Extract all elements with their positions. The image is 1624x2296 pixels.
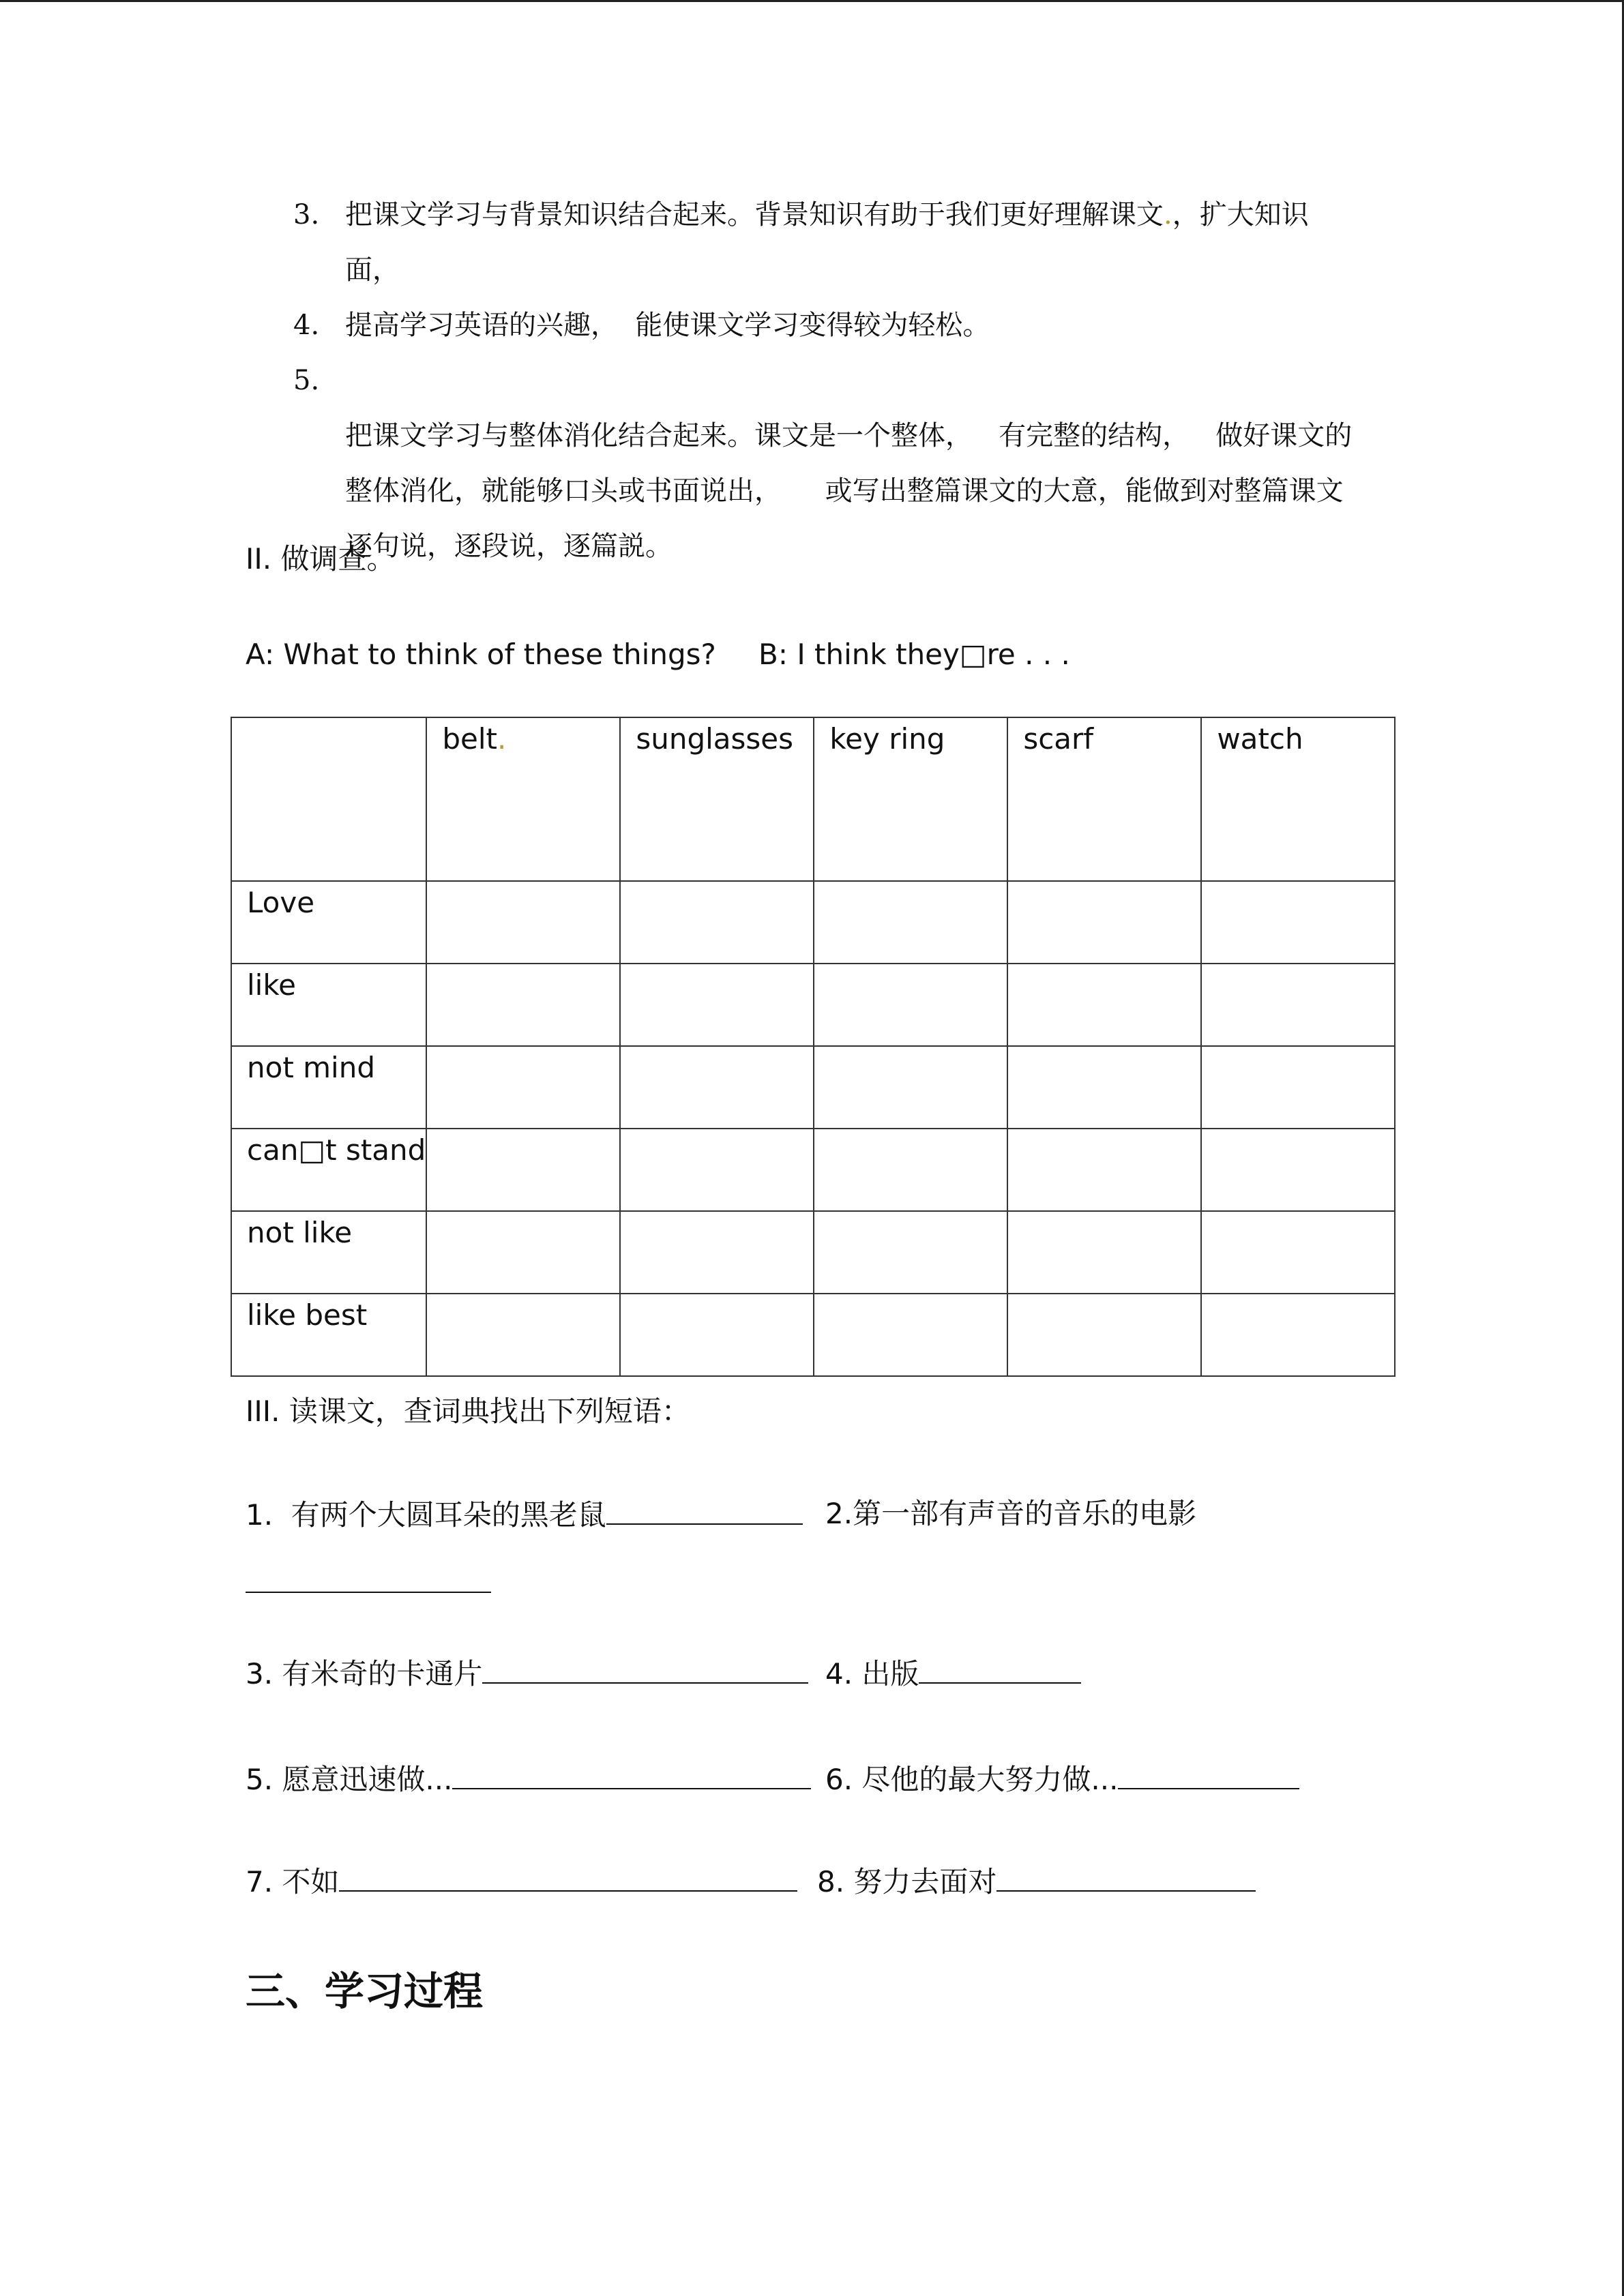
answer-blank[interactable] [996,1860,1256,1892]
answer-blank[interactable] [246,1592,491,1593]
phrase-2: 2.第一部有声音的音乐的电影 [825,1497,1197,1530]
answer-cell[interactable] [426,881,620,964]
phrase-label: 5. 愿意迅速做... [246,1763,453,1796]
list-text: ，扩大知识 [1172,199,1309,230]
row-label-not-like: not like [231,1211,426,1294]
row-label-love: Love [231,881,426,964]
answer-blank[interactable] [339,1860,797,1892]
survey-table [231,717,1396,1377]
column-header-belt: belt. [426,717,620,881]
answer-cell[interactable] [620,1211,814,1294]
answer-cell[interactable] [1201,1129,1395,1211]
row-label-like-best: like best [231,1294,426,1376]
list-text: 把课文学习与整体消化结合起来。课文是一个整体， 有完整的结构， 做好课文的 [345,420,1353,451]
answer-cell[interactable] [1201,964,1395,1046]
answer-cell[interactable] [1201,881,1395,964]
list-text: 面， [345,254,400,286]
list-text: 逐句说，逐段说，逐篇説。 [345,531,673,562]
highlight-mark: . [1164,199,1172,230]
answer-blank[interactable] [452,1758,811,1789]
answer-blank[interactable] [482,1652,808,1684]
phrase-label: 6. 尽他的最大努力做... [825,1763,1119,1796]
answer-cell[interactable] [426,1211,620,1294]
page-top-border [0,0,1624,2]
list-text: 把课文学习与背景知识结合起来。背景知识有助于我们更好理解课文 [345,199,1164,230]
answer-cell[interactable] [426,1129,620,1211]
answer-cell[interactable] [620,881,814,964]
answer-cell[interactable] [814,1211,1007,1294]
phrase-4 [825,1652,1081,1695]
phrase-7 [246,1860,797,1903]
highlight-mark: . [497,722,507,756]
phrase-label: 7. 不如 [246,1865,340,1898]
table-row [231,881,1395,964]
section-ii-title: II. 做调查。 [246,542,396,576]
answer-cell[interactable] [1201,1294,1395,1376]
answer-blank[interactable] [606,1493,803,1525]
answer-cell[interactable] [620,1046,814,1129]
answer-blank[interactable] [1118,1758,1299,1789]
table-corner-cell [231,717,426,881]
phrase-3 [246,1652,808,1695]
phrase-label: 8. 努力去面对 [817,1865,997,1898]
answer-cell[interactable] [426,964,620,1046]
list-number: 4. [293,310,320,341]
row-label-like: like [231,964,426,1046]
answer-cell[interactable] [426,1046,620,1129]
answer-cell[interactable] [814,1294,1007,1376]
answer-cell[interactable] [1007,881,1201,964]
phrase-5 [246,1758,811,1800]
answer-cell[interactable] [1007,1046,1201,1129]
answer-cell[interactable] [426,1294,620,1376]
dialog-b: B: I think they□re . . . [758,638,1070,671]
row-label-not-mind: not mind [231,1046,426,1129]
answer-cell[interactable] [1007,964,1201,1046]
column-header-key-ring: key ring [814,717,1007,881]
list-text: 提高学习英语的兴趣， 能使课文学习变得较为轻松。 [345,310,990,341]
table-row [231,1129,1395,1211]
answer-cell[interactable] [1007,1129,1201,1211]
column-header-scarf: scarf [1007,717,1201,881]
phrase-8 [817,1860,1256,1903]
section-heading: 三、学习过程 [246,1968,484,2014]
answer-cell[interactable] [814,1046,1007,1129]
answer-cell[interactable] [1007,1211,1201,1294]
answer-cell[interactable] [814,1129,1007,1211]
list-text: 整体消化，就能够口头或书面说出， 或写出整篇课文的大意，能做到对整篇课文 [345,475,1344,507]
list-number: 5. [293,365,320,396]
answer-cell[interactable] [620,1294,814,1376]
column-header-sunglasses: sunglasses [620,717,814,881]
answer-cell[interactable] [620,964,814,1046]
phrase-label: 1. 有两个大圆耳朵的黑老鼠 [246,1498,606,1532]
answer-cell[interactable] [620,1129,814,1211]
table-row [231,1046,1395,1129]
table-row [231,1211,1395,1294]
column-header-watch: watch [1201,717,1395,881]
answer-blank[interactable] [919,1652,1081,1684]
phrase-1 [246,1493,803,1536]
row-label-cant-stand: can□t stand [231,1129,426,1211]
section-iii-title: III. 读课文，查词典找出下列短语： [246,1395,690,1428]
phrase-label: 3. 有米奇的卡通片 [246,1657,483,1690]
answer-cell[interactable] [1201,1211,1395,1294]
phrase-label: 4. 出版 [825,1657,919,1690]
answer-cell[interactable] [814,881,1007,964]
answer-cell[interactable] [814,964,1007,1046]
table-row [231,964,1395,1046]
dialog-a: A: What to think of these things? [246,638,716,671]
answer-cell[interactable] [1201,1046,1395,1129]
table-header-row [231,717,1395,881]
table-row [231,1294,1395,1376]
answer-cell[interactable] [1007,1294,1201,1376]
phrase-6 [825,1758,1299,1800]
list-number: 3. [293,199,320,230]
